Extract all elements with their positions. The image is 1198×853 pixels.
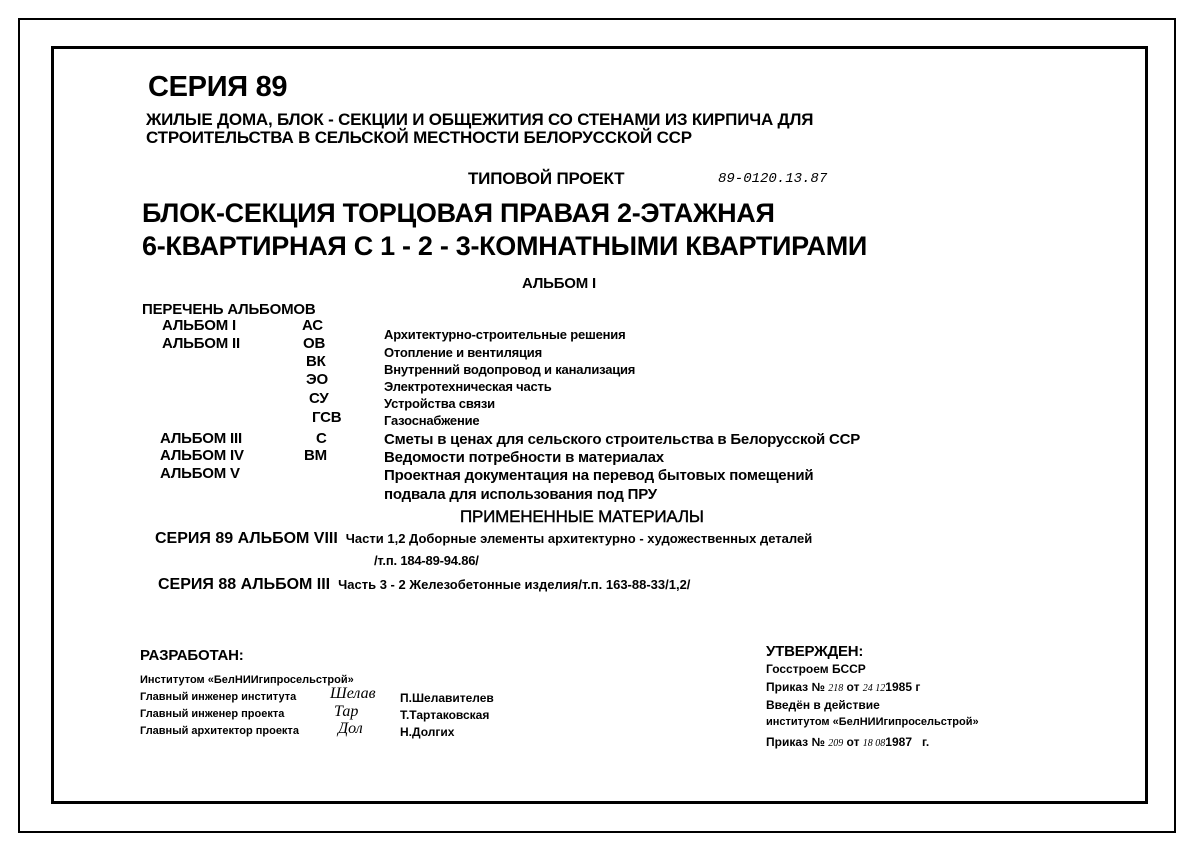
material-desc-cont: /т.п. 184-89-94.86/ [374,553,479,568]
series-subtitle-1: ЖИЛЫЕ ДОМА, БЛОК - СЕКЦИИ И ОБЩЕЖИТИЯ СО СТЕНАМИ ИЗ КИРПИЧА ДЛЯ [146,110,814,129]
album-name: АЛЬБОМ II [162,335,240,352]
order-suffix: г. [922,735,930,749]
role: Главный инженер института [140,691,297,703]
order-prefix: Приказ № [766,735,825,749]
material-desc: Части 1,2 Доборные элементы архитектурно - художественных деталей [345,531,813,546]
album-desc-cont: подвала для использования под ПРУ [384,486,657,503]
album-code: ВК [306,353,326,370]
order-prefix: Приказ № [766,680,825,694]
order-date: 24 12 [862,683,886,694]
album-code: АС [302,317,323,334]
album-label: АЛЬБОМ I [522,275,597,292]
main-title-1: БЛОК-СЕКЦИЯ ТОРЦОВАЯ ПРАВАЯ 2-ЭТАЖНАЯ [142,198,775,228]
album-desc: Внутренний водопровод и канализация [384,362,636,377]
order-from: от [846,680,860,694]
album-code: ОВ [303,335,326,352]
order-year: 1985 г [885,680,921,694]
album-desc: Устройства связи [384,396,495,411]
series-subtitle-2: СТРОИТЕЛЬСТВА В СЕЛЬСКОЙ МЕСТНОСТИ БЕЛОРУССКОЙ ССР [146,128,692,147]
albums-heading: ПЕРЕЧЕНЬ АЛЬБОМОВ [142,301,316,318]
album-desc: Архитектурно-строительные решения [384,327,626,342]
order-date: 18 08 [862,738,886,749]
album-desc: Сметы в ценах для сельского строительства в Белорусской ССР [384,431,861,448]
album-name: АЛЬБОМ I [162,317,237,334]
developed-heading: РАЗРАБОТАН: [140,647,244,664]
material-desc: Часть 3 - 2 Железобетонные изделия/т.п. 163-88-33/1,2/ [338,577,691,592]
materials-heading: ПРИМЕНЕННЫЕ МАТЕРИАЛЫ [460,507,704,526]
main-title-2: 6-КВАРТИРНАЯ С 1 - 2 - 3-КОМНАТНЫМИ КВАРТИРАМИ [142,231,867,261]
enactment-order [766,736,929,749]
approved-org: Госстроем БССР [766,662,866,676]
enacted-label: Введён в действие [766,698,880,712]
order-year: 1987 [885,735,912,749]
developer-institute: Институтом «БелНИИгипросельстрой» [140,674,354,686]
album-code: ЭО [306,371,328,388]
album-name: АЛЬБОМ III [160,430,242,447]
album-name: АЛЬБОМ IV [160,447,244,464]
album-code: ВМ [304,447,327,464]
person-name: П.Шелавителев [400,691,494,705]
material-series: СЕРИЯ 89 АЛЬБОМ VIII [155,530,338,547]
person-name: Н.Долгих [400,725,455,739]
role: Главный архитектор проекта [140,725,299,737]
album-desc: Электротехническая часть [384,379,552,394]
signature-1: Шелав [330,685,376,702]
project-number: 89-0120.13.87 [718,171,828,187]
approval-order [766,681,920,694]
album-desc: Газоснабжение [384,413,480,428]
order-number: 209 [828,738,844,749]
material-row [155,531,812,547]
signature-3: Дол [338,720,363,737]
album-desc: Отопление и вентиляция [384,345,542,360]
material-row [158,577,690,593]
album-desc: Проектная документация на перевод бытовых помещений [384,467,814,484]
role: Главный инженер проекта [140,708,285,720]
signature-2: Тар [334,703,359,720]
order-number: 218 [828,683,844,694]
album-code: ГСВ [312,409,342,426]
album-code: С [316,430,327,447]
album-name: АЛЬБОМ V [160,465,240,482]
enacted-by: институтом «БелНИИгипросельстрой» [766,716,979,728]
order-from: от [846,735,860,749]
approved-heading: УТВЕРЖДЕН: [766,643,864,660]
person-name: Т.Тартаковская [400,708,490,722]
project-label: ТИПОВОЙ ПРОЕКТ [468,169,625,188]
album-code: СУ [309,390,329,407]
series-title: СЕРИЯ 89 [148,71,288,103]
material-series: СЕРИЯ 88 АЛЬБОМ III [158,576,331,593]
album-desc: Ведомости потребности в материалах [384,449,664,466]
